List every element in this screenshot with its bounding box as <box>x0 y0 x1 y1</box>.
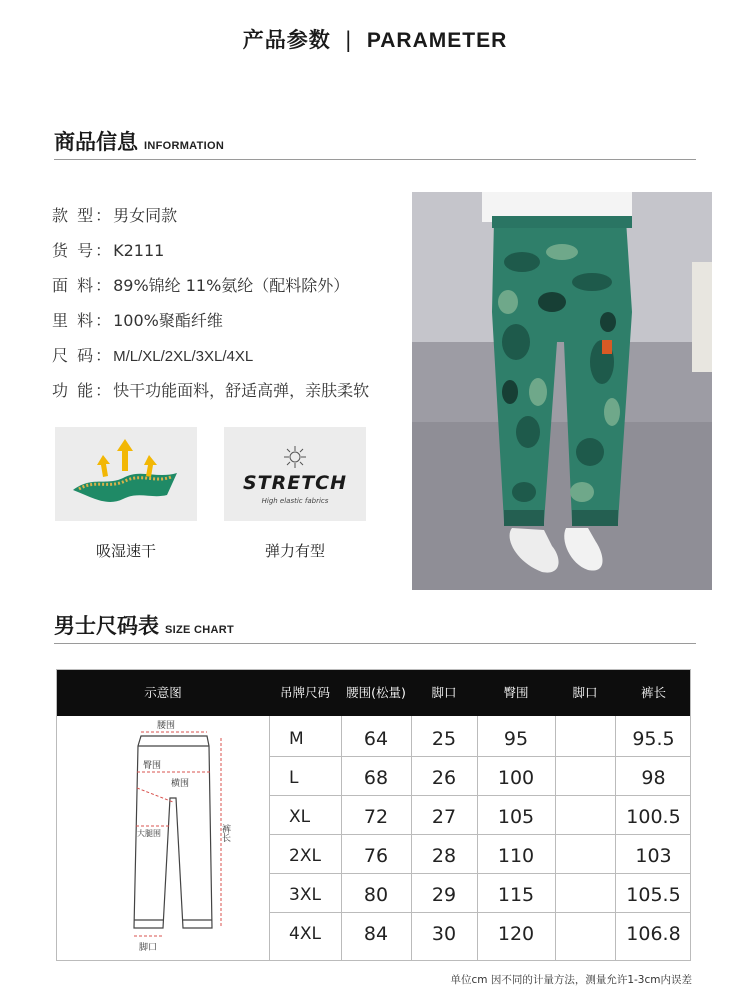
cell-size: XL <box>289 807 311 827</box>
cell-size: L <box>289 768 299 788</box>
spec-value: 100%聚酯纤维 <box>113 311 223 330</box>
stretch-logo-word: STRETCH <box>242 472 348 494</box>
cell-hem-2 <box>555 915 615 954</box>
cell-hem: 25 <box>431 728 457 750</box>
diagram-label-crotch: 横围 <box>171 779 190 789</box>
stretch-logo-sub: High elastic fabrics <box>261 497 329 505</box>
stretch-tile <box>224 427 366 521</box>
cell-waist: 84 <box>363 923 389 945</box>
cell-hem: 27 <box>431 806 457 828</box>
diagram-label-hip: 臀围 <box>143 761 162 771</box>
cell-length: 98 <box>641 767 666 789</box>
header-tag-size: 吊牌尺码 <box>279 685 330 700</box>
spec-row-fabric <box>52 274 402 309</box>
quick-dry-icon <box>55 427 197 521</box>
spec-label: 货 号： <box>52 241 114 260</box>
spec-row-function <box>52 379 402 414</box>
cell-hem-2 <box>555 837 615 876</box>
spec-label: 尺 码： <box>52 346 114 365</box>
cell-waist: 76 <box>363 845 389 867</box>
cell-size: 4XL <box>289 924 321 944</box>
spec-row-sizes <box>52 344 402 379</box>
cell-waist: 80 <box>363 884 389 906</box>
cell-size: 2XL <box>289 846 321 866</box>
title-cn: 产品参数 <box>242 28 331 52</box>
stretch-caption: 弹力有型 <box>264 542 325 560</box>
cell-length: 100.5 <box>626 806 681 828</box>
measurement-footnote: 单位cm 因不同的计量方法，测量允许1-3cm内误差 <box>450 974 692 986</box>
spec-value: 快干功能面料，舒适高弹，亲肤柔软 <box>113 381 370 400</box>
cell-size: M <box>289 729 304 749</box>
cell-hip: 105 <box>497 806 535 828</box>
spec-label: 面 料： <box>52 276 114 295</box>
spec-row-style <box>52 204 402 239</box>
spec-label: 款 型： <box>52 206 114 225</box>
title-en: PARAMETER <box>366 29 508 52</box>
title-separator: | <box>344 28 353 52</box>
spec-row-lining <box>52 309 402 344</box>
quick-dry-tile <box>55 427 197 521</box>
diagram-label-hem: 脚口 <box>139 943 158 953</box>
spec-value: 89%锦纶 11%氨纶（配料除外） <box>113 276 350 295</box>
size-chart-section-header <box>54 610 696 644</box>
camo-pants-illustration <box>412 192 712 590</box>
spec-row-item-no <box>52 239 402 274</box>
cell-size: 3XL <box>289 885 321 905</box>
spec-list <box>52 204 402 414</box>
cell-hem: 26 <box>431 767 457 789</box>
header-diagram: 示意图 <box>144 685 182 700</box>
cell-hem: 29 <box>431 884 457 906</box>
cell-hip: 95 <box>503 728 529 750</box>
information-title: 商品信息 <box>54 130 138 154</box>
size-table <box>56 669 691 961</box>
cell-hip: 115 <box>497 884 535 906</box>
cell-hem: 30 <box>431 923 457 945</box>
header-waist: 腰围(松量) <box>346 685 406 700</box>
cell-waist: 72 <box>363 806 389 828</box>
cell-length: 106.8 <box>626 923 681 945</box>
pants-measurement-diagram <box>57 716 269 960</box>
product-photo <box>412 192 712 590</box>
cell-hip: 120 <box>497 923 535 945</box>
cell-hem-2 <box>555 720 615 759</box>
header-length: 裤长 <box>640 685 666 700</box>
cell-length: 103 <box>635 845 672 867</box>
diagram-label-thigh: 大腿围 <box>137 829 161 838</box>
cell-waist: 64 <box>363 728 389 750</box>
spec-value: 男女同款 <box>113 206 178 225</box>
size-table-header <box>57 670 690 716</box>
header-hem-2: 脚口 <box>572 685 598 700</box>
header-hem: 脚口 <box>431 685 457 700</box>
page-title <box>0 24 750 54</box>
spec-value: M/L/XL/2XL/3XL/4XL <box>113 348 254 365</box>
size-chart-title-en: SIZE CHART <box>165 624 234 636</box>
information-section-header <box>54 126 696 160</box>
diagram-label-waist: 腰围 <box>157 721 176 731</box>
size-chart-title: 男士尺码表 <box>54 614 159 638</box>
spec-label: 功 能： <box>52 381 114 400</box>
cell-length: 95.5 <box>632 728 675 750</box>
cell-waist: 68 <box>363 767 389 789</box>
information-title-en: INFORMATION <box>144 140 225 152</box>
cell-hem-2 <box>555 798 615 837</box>
spec-label: 里 料： <box>52 311 114 330</box>
header-hip: 臀围 <box>503 685 529 700</box>
diagram-label-length: 裤长 <box>220 824 230 842</box>
cell-hem-2 <box>555 876 615 915</box>
spec-value: K2111 <box>113 241 165 260</box>
cell-length: 105.5 <box>626 884 681 906</box>
quick-dry-caption: 吸湿速干 <box>95 542 156 560</box>
cell-hip: 110 <box>497 845 535 867</box>
cell-hem: 28 <box>431 845 457 867</box>
cell-hip: 100 <box>497 767 535 789</box>
cell-hem-2 <box>555 759 615 798</box>
